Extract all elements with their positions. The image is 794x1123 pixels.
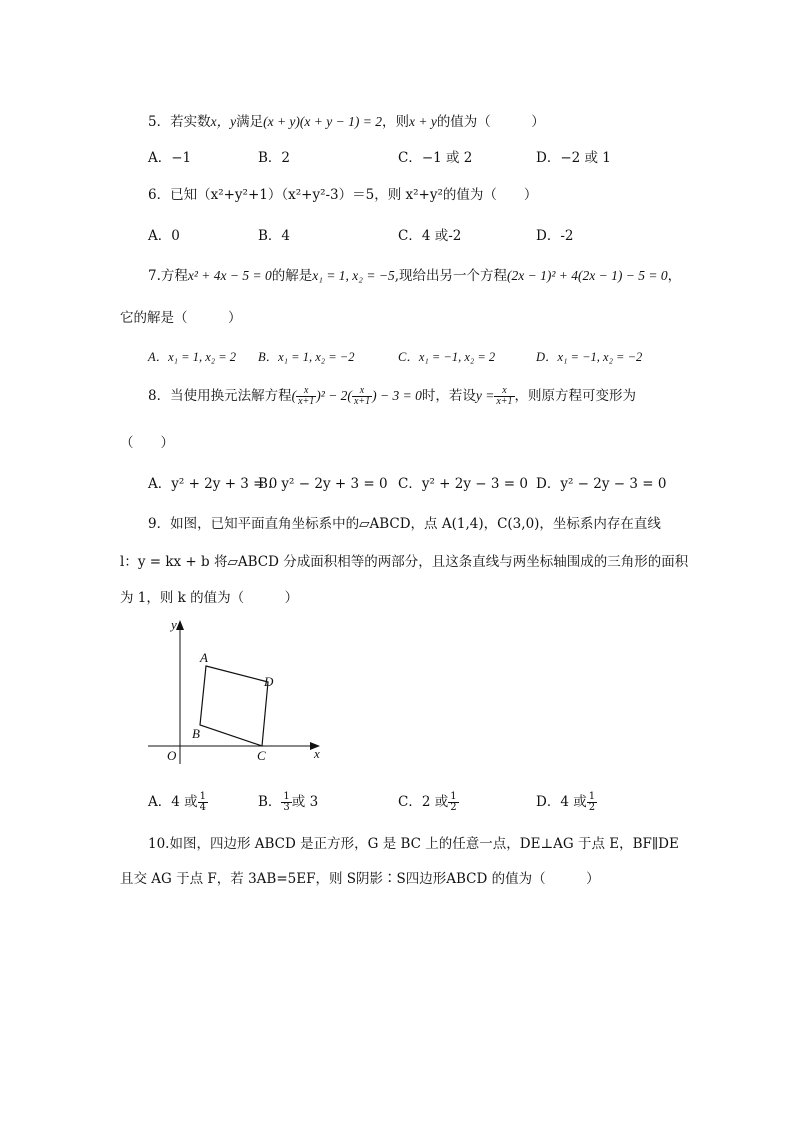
label-a: A bbox=[200, 650, 208, 665]
q5-option-b[interactable]: B．2 bbox=[258, 150, 291, 166]
q7-mid2: ,现给出另一个方程 bbox=[394, 268, 508, 284]
q10-line1: 10.如图，四边形 ABCD 是正方形，G 是 BC 上的任意一点，DE⊥AG 于点 E，BF∥DE bbox=[148, 836, 679, 852]
parallelogram-abcd bbox=[200, 666, 268, 746]
q5-vars: x，y bbox=[210, 114, 237, 129]
q9-line1: 9．如图，已知平面直角坐标系中的▱ABCD，点 A(1,4)，C(3,0)，坐标系内存在直线 bbox=[148, 516, 661, 532]
q5-option-c[interactable]: C．−1 或 2 bbox=[398, 150, 473, 166]
label-c: C bbox=[257, 748, 266, 763]
label-y: y bbox=[171, 617, 177, 632]
q8-option-a[interactable]: A．y² + 2y + 3 = 0 bbox=[148, 476, 278, 492]
q7-option-b[interactable]: B．x₁ = 1, x₂ = −2 bbox=[258, 350, 355, 364]
q9-line3: 为 1，则 k 的值为（ ） bbox=[120, 590, 299, 606]
q5-option-d[interactable]: D．−2 或 1 bbox=[536, 150, 611, 166]
q8-eq-mid: )² − 2( bbox=[316, 388, 352, 403]
label-d: D bbox=[264, 674, 274, 689]
q5-equation: (x + y)(x + y − 1) = 2 bbox=[263, 114, 382, 129]
q7-option-d[interactable]: D．x₁ = −1, x₂ = −2 bbox=[536, 350, 643, 364]
q5-stem-mid: 满足 bbox=[236, 114, 264, 130]
q5-target: x + y bbox=[408, 114, 437, 129]
q5-stem-pre: 5．若实数 bbox=[148, 114, 211, 130]
q8-fraction-1: $\frac{x}{x+1}$ bbox=[298, 384, 315, 407]
q9-option-a-fraction: $\frac{1}{4}$ bbox=[199, 790, 207, 813]
q8-option-b[interactable]: B．y² − 2y + 3 = 0 bbox=[258, 476, 388, 492]
q7-line2: 它的解是（ ） bbox=[120, 310, 242, 326]
q8-post: ，则原方程可变形为 bbox=[514, 388, 637, 404]
q8-sub-lhs: y = bbox=[475, 388, 495, 403]
q8-line1: 8．当使用换元法解方程( $\frac{x}{x+1}$ )² − 2( $\frac{x}{x+1}$ ) − 3 = 0时，若设y = $\frac{x}{x+1}$ ，则原方程可变形为 bbox=[148, 384, 637, 407]
q7-equation-2: (2x − 1)² + 4(2x − 1) − 5 = 0 bbox=[507, 268, 668, 283]
q9-option-a[interactable]: A．4 或 $\frac{1}{4}$ bbox=[148, 790, 207, 813]
q6-option-a[interactable]: A．0 bbox=[148, 228, 180, 244]
label-x: x bbox=[314, 746, 320, 761]
q8-pre: 8．当使用换元法解方程 bbox=[148, 388, 292, 404]
q9-figure bbox=[140, 612, 340, 772]
q9-option-d[interactable]: D．4 或 $\frac{1}{2}$ bbox=[536, 790, 596, 813]
q9-option-d-fraction: $\frac{1}{2}$ bbox=[588, 790, 596, 813]
q7-solutions: x₁ = 1, x₂ = −5 bbox=[312, 268, 395, 283]
q5-stem-post: ，则 bbox=[381, 114, 409, 130]
q10-line2: 且交 AG 于点 F，若 3AB=5EF，则 S阴影∶S四边形ABCD 的值为（ ） bbox=[120, 871, 600, 887]
q7-option-c[interactable]: C．x₁ = −1, x₂ = 2 bbox=[398, 350, 496, 364]
q7-equation-1: x² + 4x − 5 = 0 bbox=[187, 268, 272, 283]
q9-option-c[interactable]: C．2 或 $\frac{1}{2}$ bbox=[398, 790, 457, 813]
q7-pre: 7.方程 bbox=[148, 268, 188, 284]
q7-mid: 的解是 bbox=[271, 268, 313, 284]
q8-fraction-3: $\frac{x}{x+1}$ bbox=[496, 384, 513, 407]
q8-option-c[interactable]: C．y² + 2y − 3 = 0 bbox=[398, 476, 528, 492]
q9-line2: l：y = kx + b 将▱ABCD 分成面积相等的两部分，且这条直线与两坐标轴围成的三角形的面积 bbox=[120, 554, 689, 570]
label-b: B bbox=[192, 726, 200, 741]
q7-line1 bbox=[148, 264, 681, 284]
label-origin: O bbox=[167, 748, 177, 763]
q5-option-a[interactable]: A．−1 bbox=[148, 150, 192, 166]
q9-option-b[interactable]: B． $\frac{1}{3}$ 或 3 bbox=[258, 790, 319, 813]
q6-option-c[interactable]: C．4 或-2 bbox=[398, 228, 462, 244]
q6-stem: 6．已知（x²+y²+1）（x²+y²-3）＝5，则 x²+y²的值为（ ） bbox=[148, 187, 538, 203]
q5-stem-end: 的值为（ ） bbox=[436, 114, 545, 130]
q6-option-d[interactable]: D．-2 bbox=[536, 228, 574, 244]
q6-option-b[interactable]: B．4 bbox=[258, 228, 291, 244]
q8-option-d[interactable]: D．y² − 2y − 3 = 0 bbox=[536, 476, 667, 492]
q8-mid: 时，若设 bbox=[421, 388, 476, 404]
q9-option-b-fraction: $\frac{1}{3}$ bbox=[283, 790, 290, 813]
q7-option-a[interactable]: A．x₁ = 1, x₂ = 2 bbox=[148, 350, 237, 364]
q8-eq-end: ) − 3 = 0 bbox=[372, 388, 422, 403]
q7-end: ， bbox=[667, 268, 682, 284]
q9-option-c-fraction: $\frac{1}{2}$ bbox=[450, 790, 457, 813]
q8-fraction-2: $\frac{x}{x+1}$ bbox=[353, 384, 371, 407]
q5-stem bbox=[148, 110, 545, 130]
q8-line2: （ ） bbox=[120, 435, 174, 451]
y-axis-arrow-icon bbox=[176, 620, 184, 630]
